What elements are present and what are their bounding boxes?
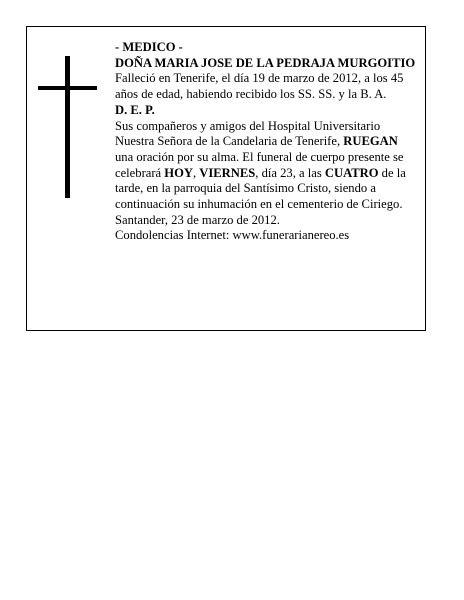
category-heading: - MEDICO - [115, 40, 183, 54]
death-statement: Falleció en Tenerife, el día 19 de marzo de 2012, a los 45 años de edad, habiendo recibido los SS. SS. y la B. A. [115, 71, 404, 102]
cross-icon [65, 56, 70, 198]
cross-icon-bar [38, 86, 97, 90]
obituary-text [115, 40, 417, 244]
viernes-word: VIERNES [199, 165, 256, 180]
hoy-word: HOY [164, 165, 193, 180]
body-part-3: , día 23, a las [255, 165, 325, 180]
deceased-name: DOÑA MARIA JOSE DE LA PEDRAJA MURGOITIO [115, 55, 416, 70]
condolences-line: Condolencias Internet: www.funerarianereo.es [115, 228, 350, 243]
body-part-4: de la tarde, en la parroquia del Santísimo Cristo, siendo a continuación su inhumación en el cementerio de Ciriego. [115, 165, 406, 212]
cuatro-word: CUATRO [324, 165, 379, 180]
body-comma: , [192, 165, 200, 180]
ruegan-word: RUEGAN [343, 134, 398, 149]
body-part-2: una oración por su alma. El funeral de cuerpo presente se celebrará [115, 149, 404, 180]
body-part-1: Sus compañeros y amigos del Hospital Universitario Nuestra Señora de la Candelaria de Tenerife, [115, 118, 381, 149]
obituary-notice [26, 26, 426, 331]
dep-line: D. E. P. [115, 102, 155, 117]
place-date: Santander, 23 de marzo de 2012. [115, 212, 280, 227]
funeral-paragraph [115, 119, 417, 213]
